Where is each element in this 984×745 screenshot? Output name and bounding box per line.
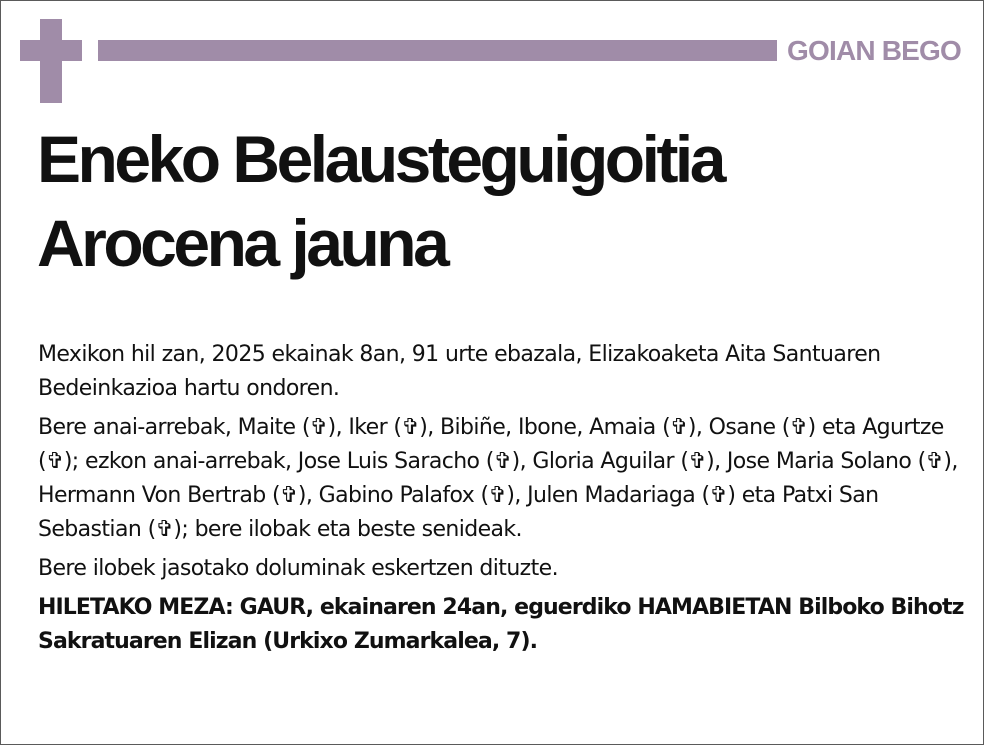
deceased-name-line-2: Arocena jauna [37,206,447,280]
section-label: GOIAN BEGO [787,35,962,66]
cross-icon [20,19,82,103]
deceased-name-line-1: Eneko Belausteguigoitia [37,122,723,196]
funeral-mass-paragraph: HILETAKO MEZA: GAUR, ekainaren 24an, eguerdiko HAMABIETAN Bilboko Bihotz Sakratuaren Elizan (Urkixo Zumarkalea, 7). [38,595,964,654]
death-notice-paragraph: Mexikon hil zan, 2025 ekainak 8an, 91 urte ebazala, Elizakoaketa Aita Santuaren Bedeinkazioa hartu ondoren. [38,342,881,401]
deceased-name [37,117,967,285]
thanks-paragraph: Bere ilobek jasotako doluminak eskertzen dituzte. [38,556,558,581]
header-divider [98,40,777,61]
family-paragraph: Bere anai-arrebak, Maite (✞), Iker (✞), Bibiñe, Ibone, Amaia (✞), Osane (✞) eta Agurtze (✞); ezkon anai-arrebak, Jose Luis Saracho (✞), Gloria Aguilar (✞), Jose Maria Solano (✞), Hermann Von Bertrab (✞), Gabino Palafox (✞), Julen Madariaga (✞) eta Patxi San Sebastian (✞); bere ilobak eta beste senideak. [38,415,958,542]
obituary-body [38,338,968,664]
